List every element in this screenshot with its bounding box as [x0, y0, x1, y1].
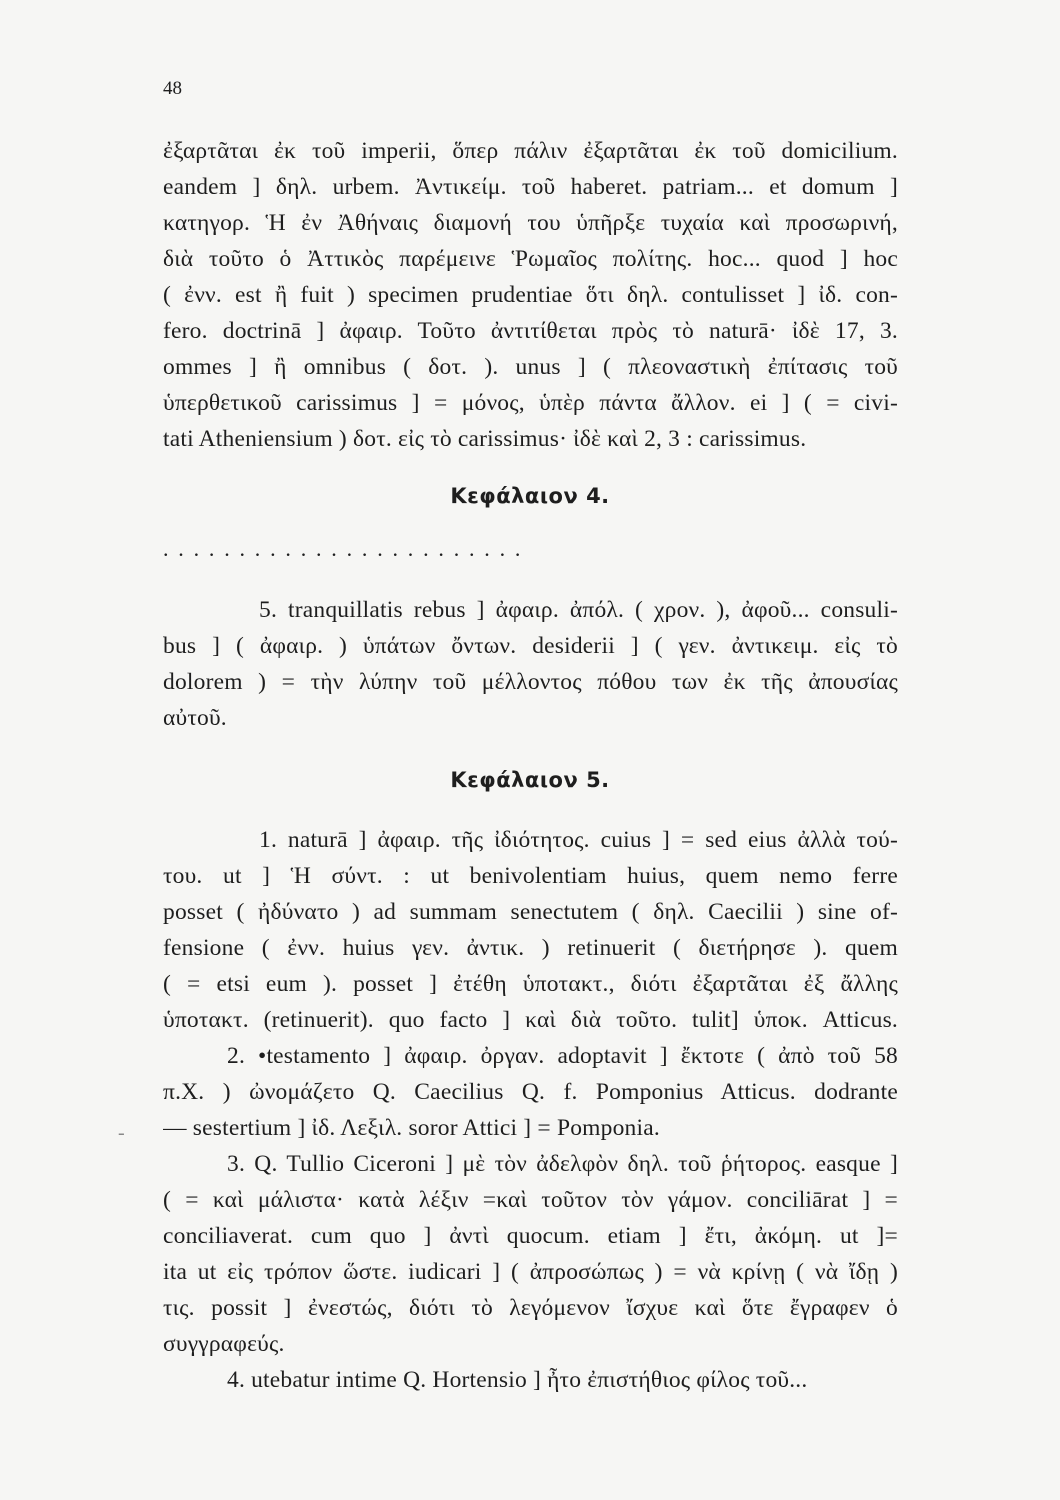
text-line: κατηγορ. Ἡ ἐν Ἀθήναις διαμονή του ὑπῆρξε τυχαία καὶ προσωρινή,	[163, 210, 898, 236]
text-line: αὐτοῦ.	[163, 705, 227, 731]
text-line: ( = etsi eum ). posset ] ἐτέθη ὑποτακτ., διότι ἐξαρτᾶται ἐξ ἄλλης	[163, 971, 898, 997]
text-line: bus ] ( ἀφαιρ. ) ὑπάτων ὄντων. desiderii ] ( γεν. ἀντικειμ. εἰς τὸ	[163, 633, 898, 659]
text-line: conciliaverat. cum quo ] ἀντὶ quocum. etiam ] ἔτι, ἀκόμη. ut ]=	[163, 1223, 898, 1249]
text-line: 3. Q. Tullio Ciceroni ] μὲ τὸν ἀδελφὸν δηλ. τοῦ ῥήτορος. easque ]	[227, 1151, 898, 1177]
chapter-heading-4: Κεφάλαιον 4.	[450, 484, 610, 508]
text-line: 5. tranquillatis rebus ] ἀφαιρ. ἀπόλ. ( χρον. ), ἀφοῦ... consuli-	[259, 597, 898, 623]
page-number: 48	[163, 78, 182, 99]
text-line: συγγραφεύς.	[163, 1331, 285, 1357]
text-line: τις. possit ] ἐνεστώς, διότι τὸ λεγόμενον ἴσχυε καὶ ὅτε ἔγραφεν ὁ	[163, 1295, 898, 1321]
text-line: π.Χ. ) ὠνομάζετο Q. Caecilius Q. f. Pomponius Atticus. dodrante	[163, 1079, 898, 1105]
text-line: διὰ τοῦτο ὁ Ἀττικὸς παρέμεινε Ῥωμαῖος πολίτης. hoc... quod ] hoc	[163, 246, 898, 272]
paragraph-commentary-ch3	[163, 133, 898, 457]
text-line: του. ut ] Ἡ σύντ. : ut benivolentiam huius, quem nemo ferre	[163, 863, 898, 889]
margin-mark: -	[118, 1122, 125, 1144]
text-line: eandem ] δηλ. urbem. Ἀντικείμ. τοῦ haberet. patriam... et domum ]	[163, 174, 898, 200]
text-line: ἐξαρτᾶται ἐκ τοῦ imperii, ὅπερ πάλιν ἐξαρτᾶται ἐκ τοῦ domicilium.	[163, 138, 898, 164]
text-line: ( = καὶ μάλιστα· κατὰ λέξιν =καὶ τοῦτον τὸν γάμον. conciliārat ] =	[163, 1187, 898, 1213]
paragraph-commentary-ch5	[163, 822, 898, 1398]
text-line: dolorem ) = τὴν λύπην τοῦ μέλλοντος πόθου των ἐκ τῆς ἀπουσίας	[163, 669, 898, 695]
text-line: 4. utebatur intime Q. Hortensio ] ἦτο ἐπιστήθιος φίλος τοῦ...	[227, 1367, 808, 1393]
text-line: 1. naturā ] ἀφαιρ. τῆς ἰδιότητος. cuius ] = sed eius ἀλλὰ τού-	[259, 827, 898, 853]
text-line: tati Atheniensium ) δοτ. εἰς τὸ carissimus· ἰδὲ καὶ 2, 3 : carissimus.	[163, 426, 807, 452]
text-line: ( ἐνν. est ἢ fuit ) specimen prudentiae ὅτι δηλ. contulisset ] ἰδ. con-	[163, 282, 898, 308]
text-line: 2. •testamento ] ἀφαιρ. ὀργαν. adoptavit ] ἔκτοτε ( ἀπὸ τοῦ 58	[227, 1043, 898, 1069]
chapter-heading-5: Κεφάλαιον 5.	[450, 768, 610, 792]
text-line: ita ut εἰς τρόπον ὥστε. iudicari ] ( ἀπροσώπως ) = νὰ κρίνῃ ( νὰ ἴδῃ )	[163, 1259, 898, 1285]
text-line: posset ( ἠδύνατο ) ad summam senectutem ( δηλ. Caecilii ) sine of-	[163, 899, 898, 925]
omission-dots: ........................	[163, 536, 531, 561]
text-line: fensione ( ἐνν. huius γεν. ἀντικ. ) retinuerit ( διετήρησε ). quem	[163, 935, 898, 961]
text-line: fero. doctrinā ] ἀφαιρ. Τοῦτο ἀντιτίθεται πρὸς τὸ naturā· ἰδὲ 17, 3.	[163, 318, 898, 344]
text-line: ὑποτακτ. (retinuerit). quo facto ] καὶ διὰ τοῦτο. tulit] ὑποκ. Atticus.	[163, 1007, 898, 1033]
paragraph-commentary-ch4	[163, 592, 898, 736]
text-line: ὑπερθετικοῦ carissimus ] = μόνος, ὑπὲρ πάντα ἄλλον. ei ] ( = civi-	[163, 390, 898, 416]
text-line: — sestertium ] ἰδ. Λεξιλ. soror Attici ] = Pomponia.	[163, 1115, 660, 1141]
text-line: ommes ] ἢ omnibus ( δοτ. ). unus ] ( πλεοναστικὴ ἐπίτασις τοῦ	[163, 354, 898, 380]
